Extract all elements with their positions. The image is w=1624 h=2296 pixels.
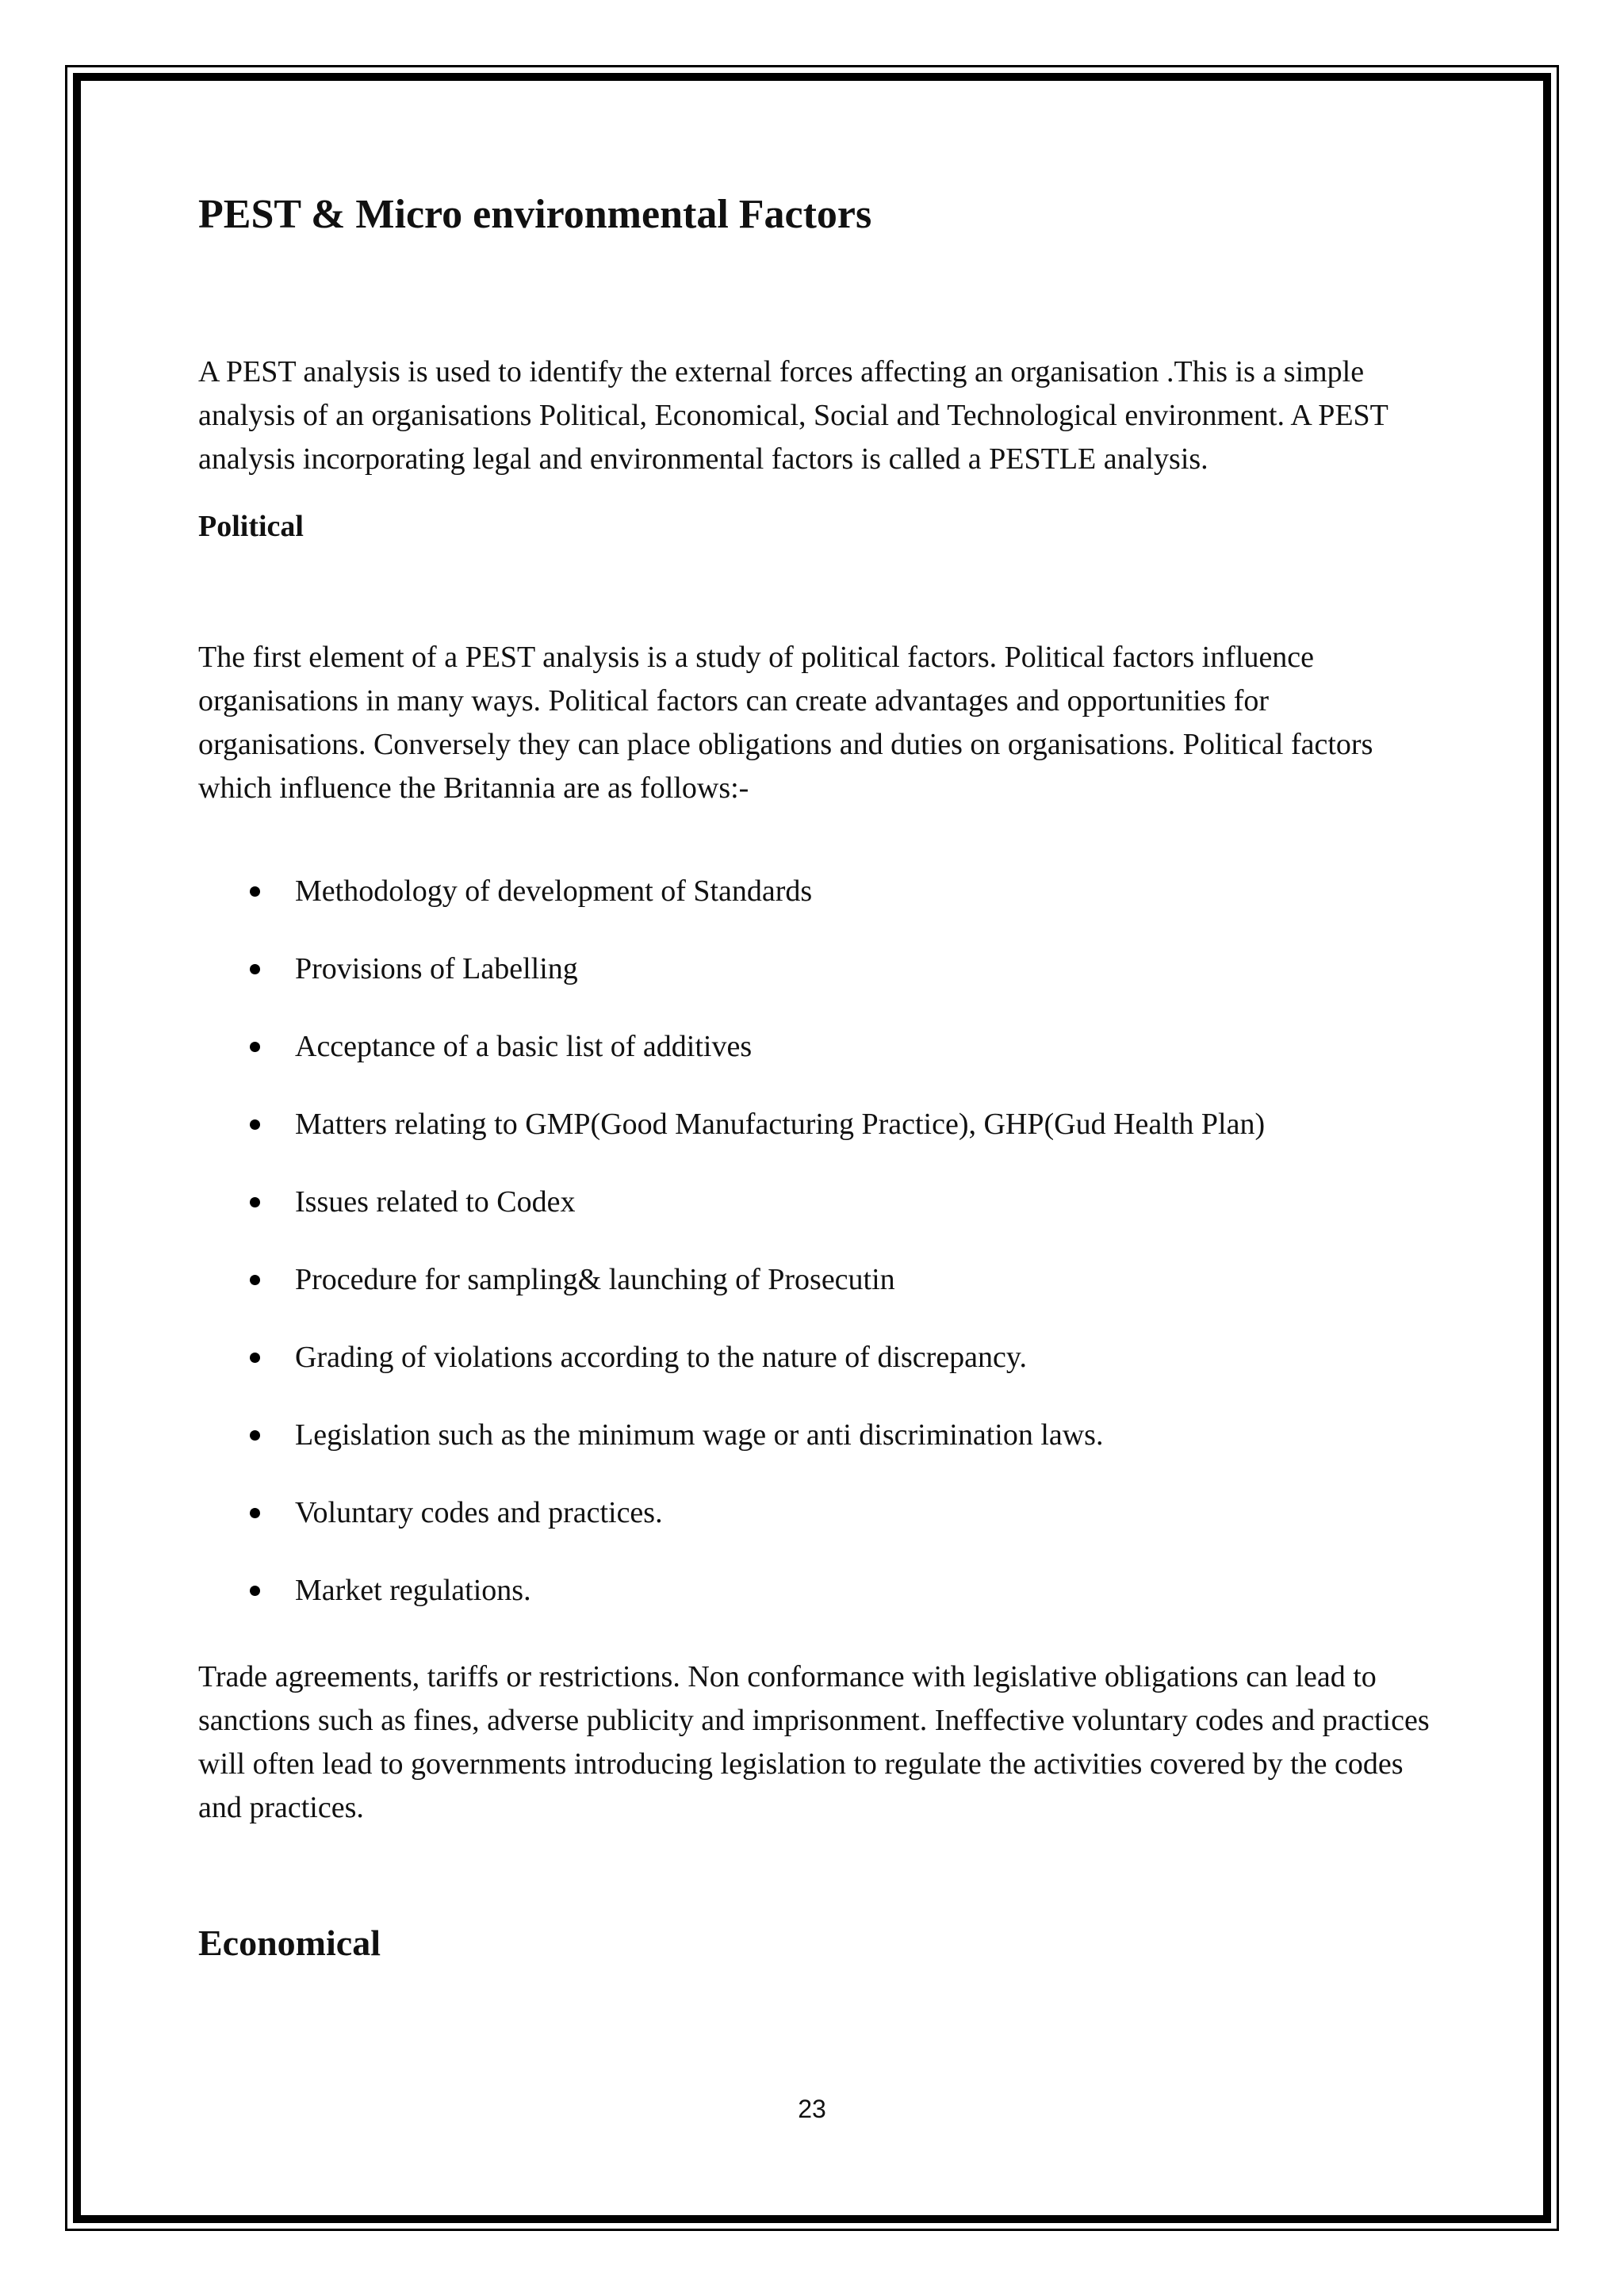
list-item: Voluntary codes and practices. — [198, 1491, 1435, 1535]
list-item: Matters relating to GMP(Good Manufacturing Practice), GHP(Gud Health Plan) — [198, 1103, 1435, 1146]
page-number: 23 — [798, 2095, 826, 2123]
page-title: PEST & Micro environmental Factors — [198, 192, 872, 237]
list-item: Acceptance of a basic list of additives — [198, 1025, 1435, 1069]
closing-paragraph: Trade agreements, tariffs or restrictions. Non conformance with legislative obligations can lead to sanctions such as fines, adverse publicity and imprisonment. Ineffective voluntary codes and practices will often lead to governments introducing legislation to regulate the activities covered by the codes and practices. — [198, 1660, 1430, 1825]
economical-heading: Economical — [198, 1923, 381, 1964]
political-paragraph: The first element of a PEST analysis is a study of political factors. Political factors influence organisations in many ways. Political factors can create advantages and opportunities for organisations. Conversely they can place obligations and duties on organisations. Political factors which influence the Britannia are as follows:- — [198, 641, 1373, 806]
list-item: Procedure for sampling& launching of Prosecutin — [198, 1258, 1435, 1302]
list-item: Legislation such as the minimum wage or anti discrimination laws. — [198, 1414, 1435, 1457]
political-heading: Political — [198, 510, 304, 544]
page-content — [198, 190, 1435, 1965]
list-item: Methodology of development of Standards — [198, 870, 1435, 913]
intro-paragraph: A PEST analysis is used to identify the external forces affecting an organisation .This is a simple analysis of an organisations Political, Economical, Social and Technological environment. A PEST analysis incorporating legal and environmental factors is called a PESTLE analysis. — [198, 355, 1388, 476]
list-item: Grading of violations according to the nature of discrepancy. — [198, 1336, 1435, 1380]
list-item: Market regulations. — [198, 1569, 1435, 1613]
list-item: Issues related to Codex — [198, 1181, 1435, 1224]
list-item: Provisions of Labelling — [198, 947, 1435, 991]
political-factors-list — [198, 870, 1435, 1613]
